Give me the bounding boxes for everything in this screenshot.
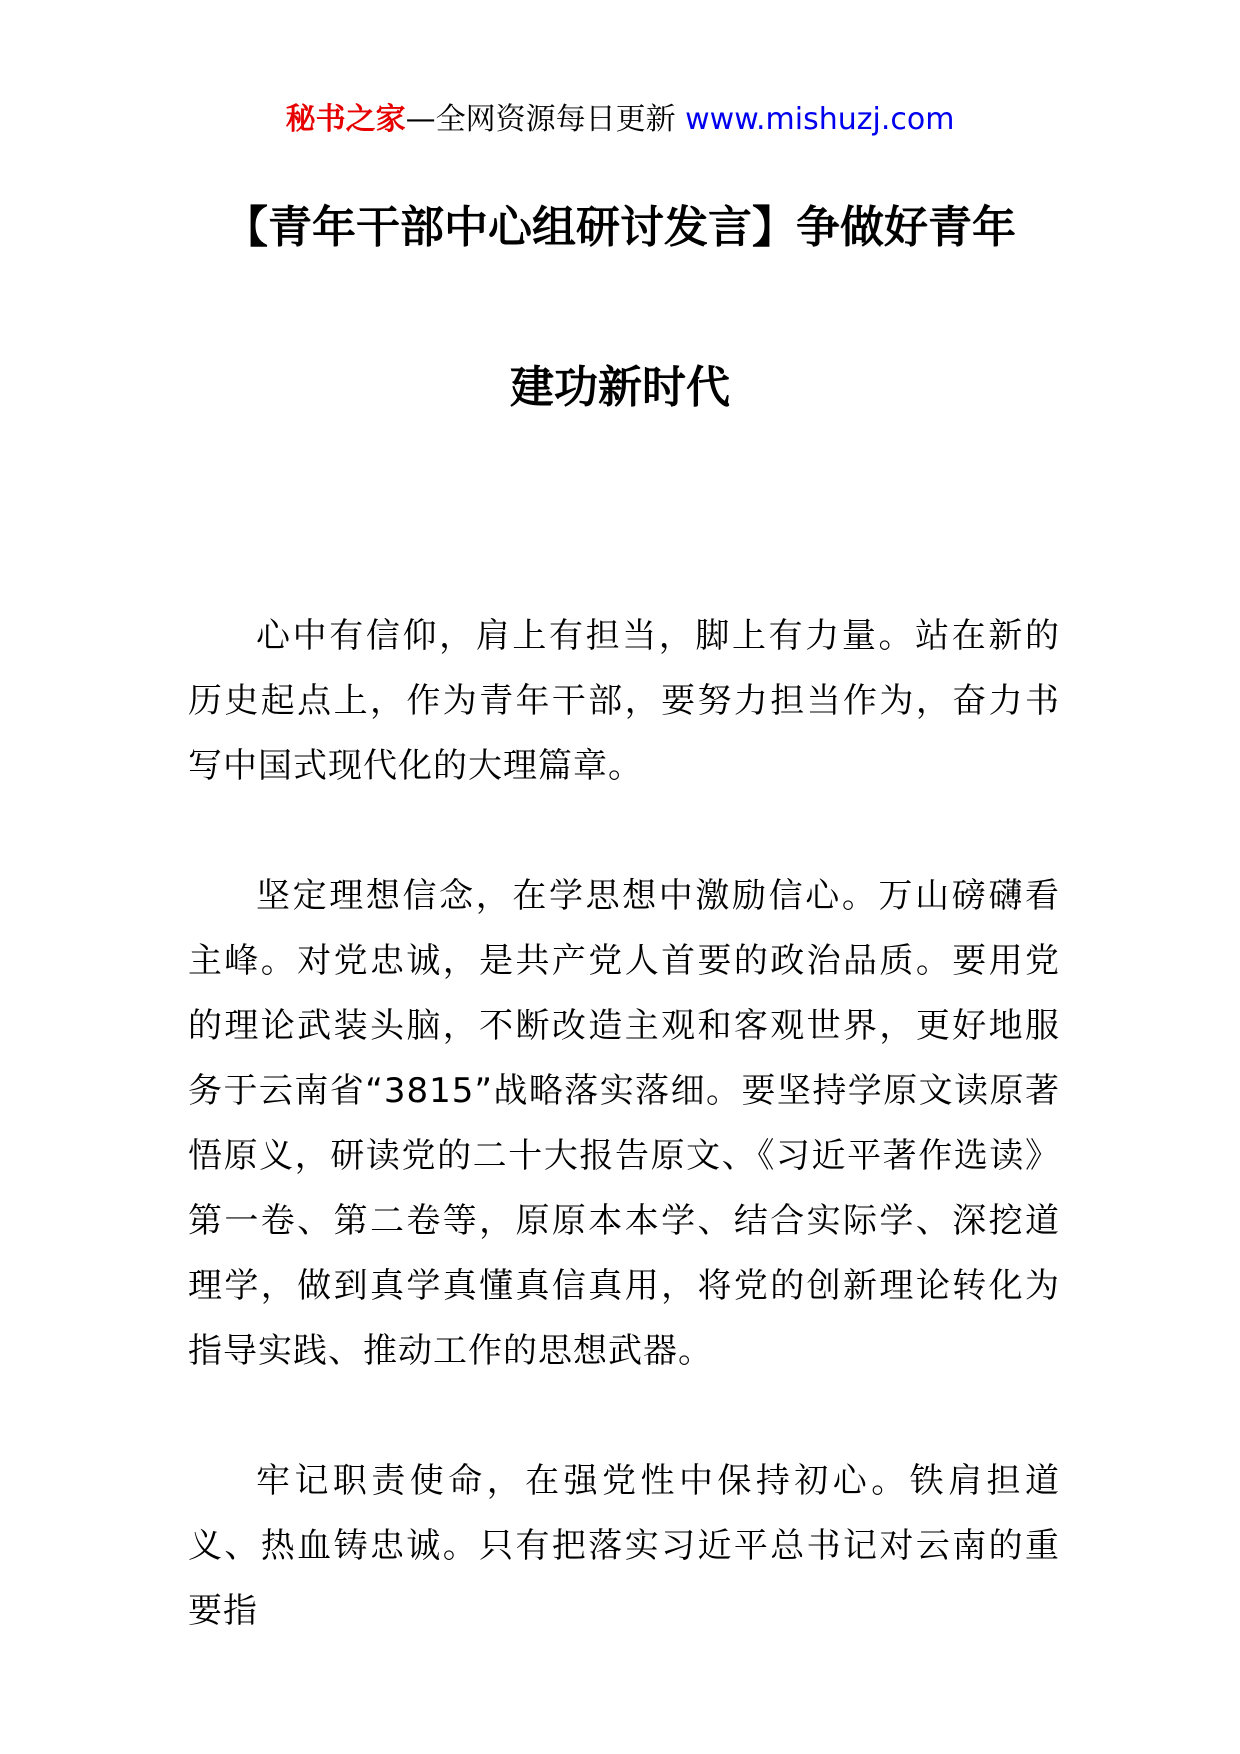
brand-name: 秘书之家 [285, 102, 406, 137]
site-header [0, 100, 1240, 140]
document-title-line-1: 【青年干部中心组研讨发言】争做好青年 [224, 202, 1016, 253]
body-paragraph: 牢记职责使命，在强党性中保持初心。铁肩担道义、热血铸忠诚。只有把落实习近平总书记对云南的重要指 [188, 1461, 1060, 1631]
document-body [188, 604, 1060, 1709]
body-paragraph: 坚定理想信念，在学思想中激励信心。万山磅礴看主峰。对党忠诚，是共产党人首要的政治品质。要用党的理论武装头脑，不断改造主观和客观世界，更好地服务于云南省“3815”战略落实落细。要坚持学原文读原著悟原义，研读党的二十大报告原文、《习近平著作选读》第一卷、第二卷等，原原本本学、结合实际学、深挖道理学，做到真学真懂真信真用，将党的创新理论转化为指导实践、推动工作的思想武器。 [188, 876, 1060, 1371]
site-tagline: —全网资源每日更新 [405, 102, 686, 137]
document-title-line-2: 建功新时代 [510, 362, 730, 413]
body-paragraph: 心中有信仰，肩上有担当，脚上有力量。站在新的历史起点上，作为青年干部，要努力担当作为，奋力书写中国式现代化的大理篇章。 [188, 616, 1060, 786]
site-url-link[interactable]: www.mishuzj.com [685, 102, 955, 137]
